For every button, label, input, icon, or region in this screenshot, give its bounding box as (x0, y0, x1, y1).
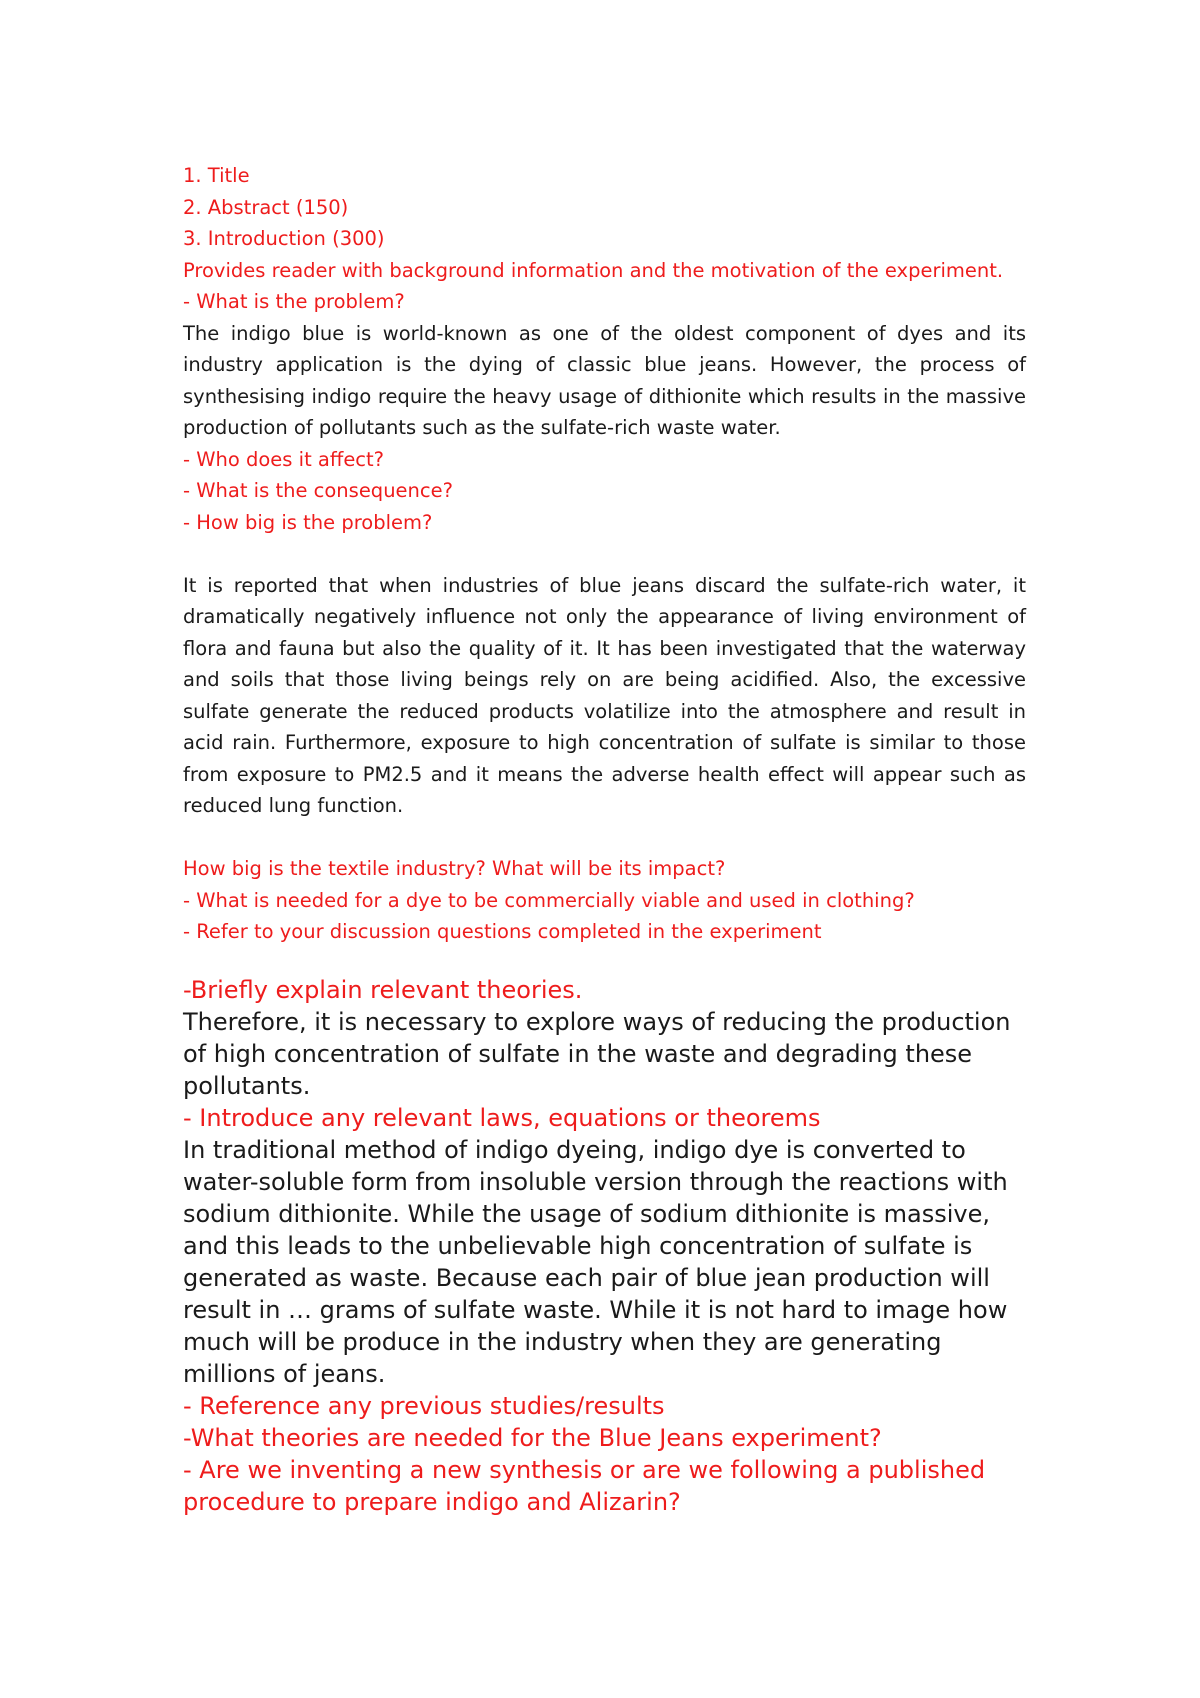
spacer (183, 948, 1026, 974)
theories-line: pollutants. (183, 1071, 311, 1100)
problem-paragraph: The indigo blue is world-known as one of the oldest component of dyes and its industry application is the dying of classic blue jeans. However, the process of synthesising indigo require the heavy usage of dithionite which results in the massive production of pollutants such as the sulfate-rich waste water. (183, 321, 1026, 439)
question-textile-industry: How big is the textile industry? What will be its impact? (183, 857, 726, 880)
question-synthesis: - Are we inventing a new synthesis or are we following a published (183, 1455, 986, 1484)
question-refer-discussion: - Refer to your discussion questions completed in the experiment (183, 920, 822, 943)
dyeing-line: millions of jeans. (183, 1359, 386, 1388)
dyeing-line: water-soluble form from insoluble version through the reactions with (183, 1167, 1008, 1196)
dyeing-line: sodium dithionite. While the usage of sodium dithionite is massive, (183, 1199, 991, 1228)
theories-heading: -Briefly explain relevant theories. (183, 975, 583, 1004)
outline-abstract: 2. Abstract (150) (183, 195, 349, 219)
question-reference: - Reference any previous studies/results (183, 1391, 665, 1420)
question-consequence: - What is the consequence? (183, 479, 453, 502)
question-synthesis: procedure to prepare indigo and Alizarin? (183, 1487, 681, 1516)
intro-guide: Provides reader with background information and the motivation of the experiment. (183, 258, 1004, 282)
theories-line: Therefore, it is necessary to explore ways of reducing the production (183, 1007, 1011, 1036)
question-dye-viable: - What is needed for a dye to be commercially viable and used in clothing? (183, 888, 915, 912)
theories-section (183, 974, 1026, 1518)
dyeing-line: generated as waste. Because each pair of blue jean production will (183, 1263, 990, 1292)
dyeing-line: result in … grams of sulfate waste. While it is not hard to image how (183, 1295, 1008, 1324)
theories-line: of high concentration of sulfate in the waste and degrading these (183, 1039, 973, 1068)
question-problem: - What is the problem? (183, 290, 405, 313)
spacer (183, 538, 1026, 570)
document-content (183, 160, 1026, 1518)
spacer (183, 822, 1026, 854)
question-affect: - Who does it affect? (183, 447, 385, 471)
dyeing-line: and this leads to the unbelievable high concentration of sulfate is (183, 1231, 973, 1260)
impact-paragraph: It is reported that when industries of blue jeans discard the sulfate-rich water, it dramatically negatively influence not only the appearance of living environment of flora and fauna but also the quality of it. It has been investigated that the waterway and soils that those living beings rely on are being acidified. Also, the excessive sulfate generate the reduced products volatilize into the atmosphere and result in acid rain. Furthermore, exposure to high concentration of sulfate is similar to those from exposure to PM2.5 and it means the adverse health effect will appear such as reduced lung function. (183, 573, 1026, 817)
outline-title: 1. Title (183, 164, 250, 187)
dyeing-line: much will be produce in the industry when they are generating (183, 1327, 942, 1356)
question-how-big: - How big is the problem? (183, 510, 433, 534)
question-theories-needed: -What theories are needed for the Blue Jeans experiment? (183, 1423, 882, 1452)
outline-introduction: 3. Introduction (300) (183, 227, 385, 250)
question-laws: - Introduce any relevant laws, equations or theorems (183, 1103, 821, 1132)
dyeing-line: In traditional method of indigo dyeing, indigo dye is converted to (183, 1135, 966, 1164)
